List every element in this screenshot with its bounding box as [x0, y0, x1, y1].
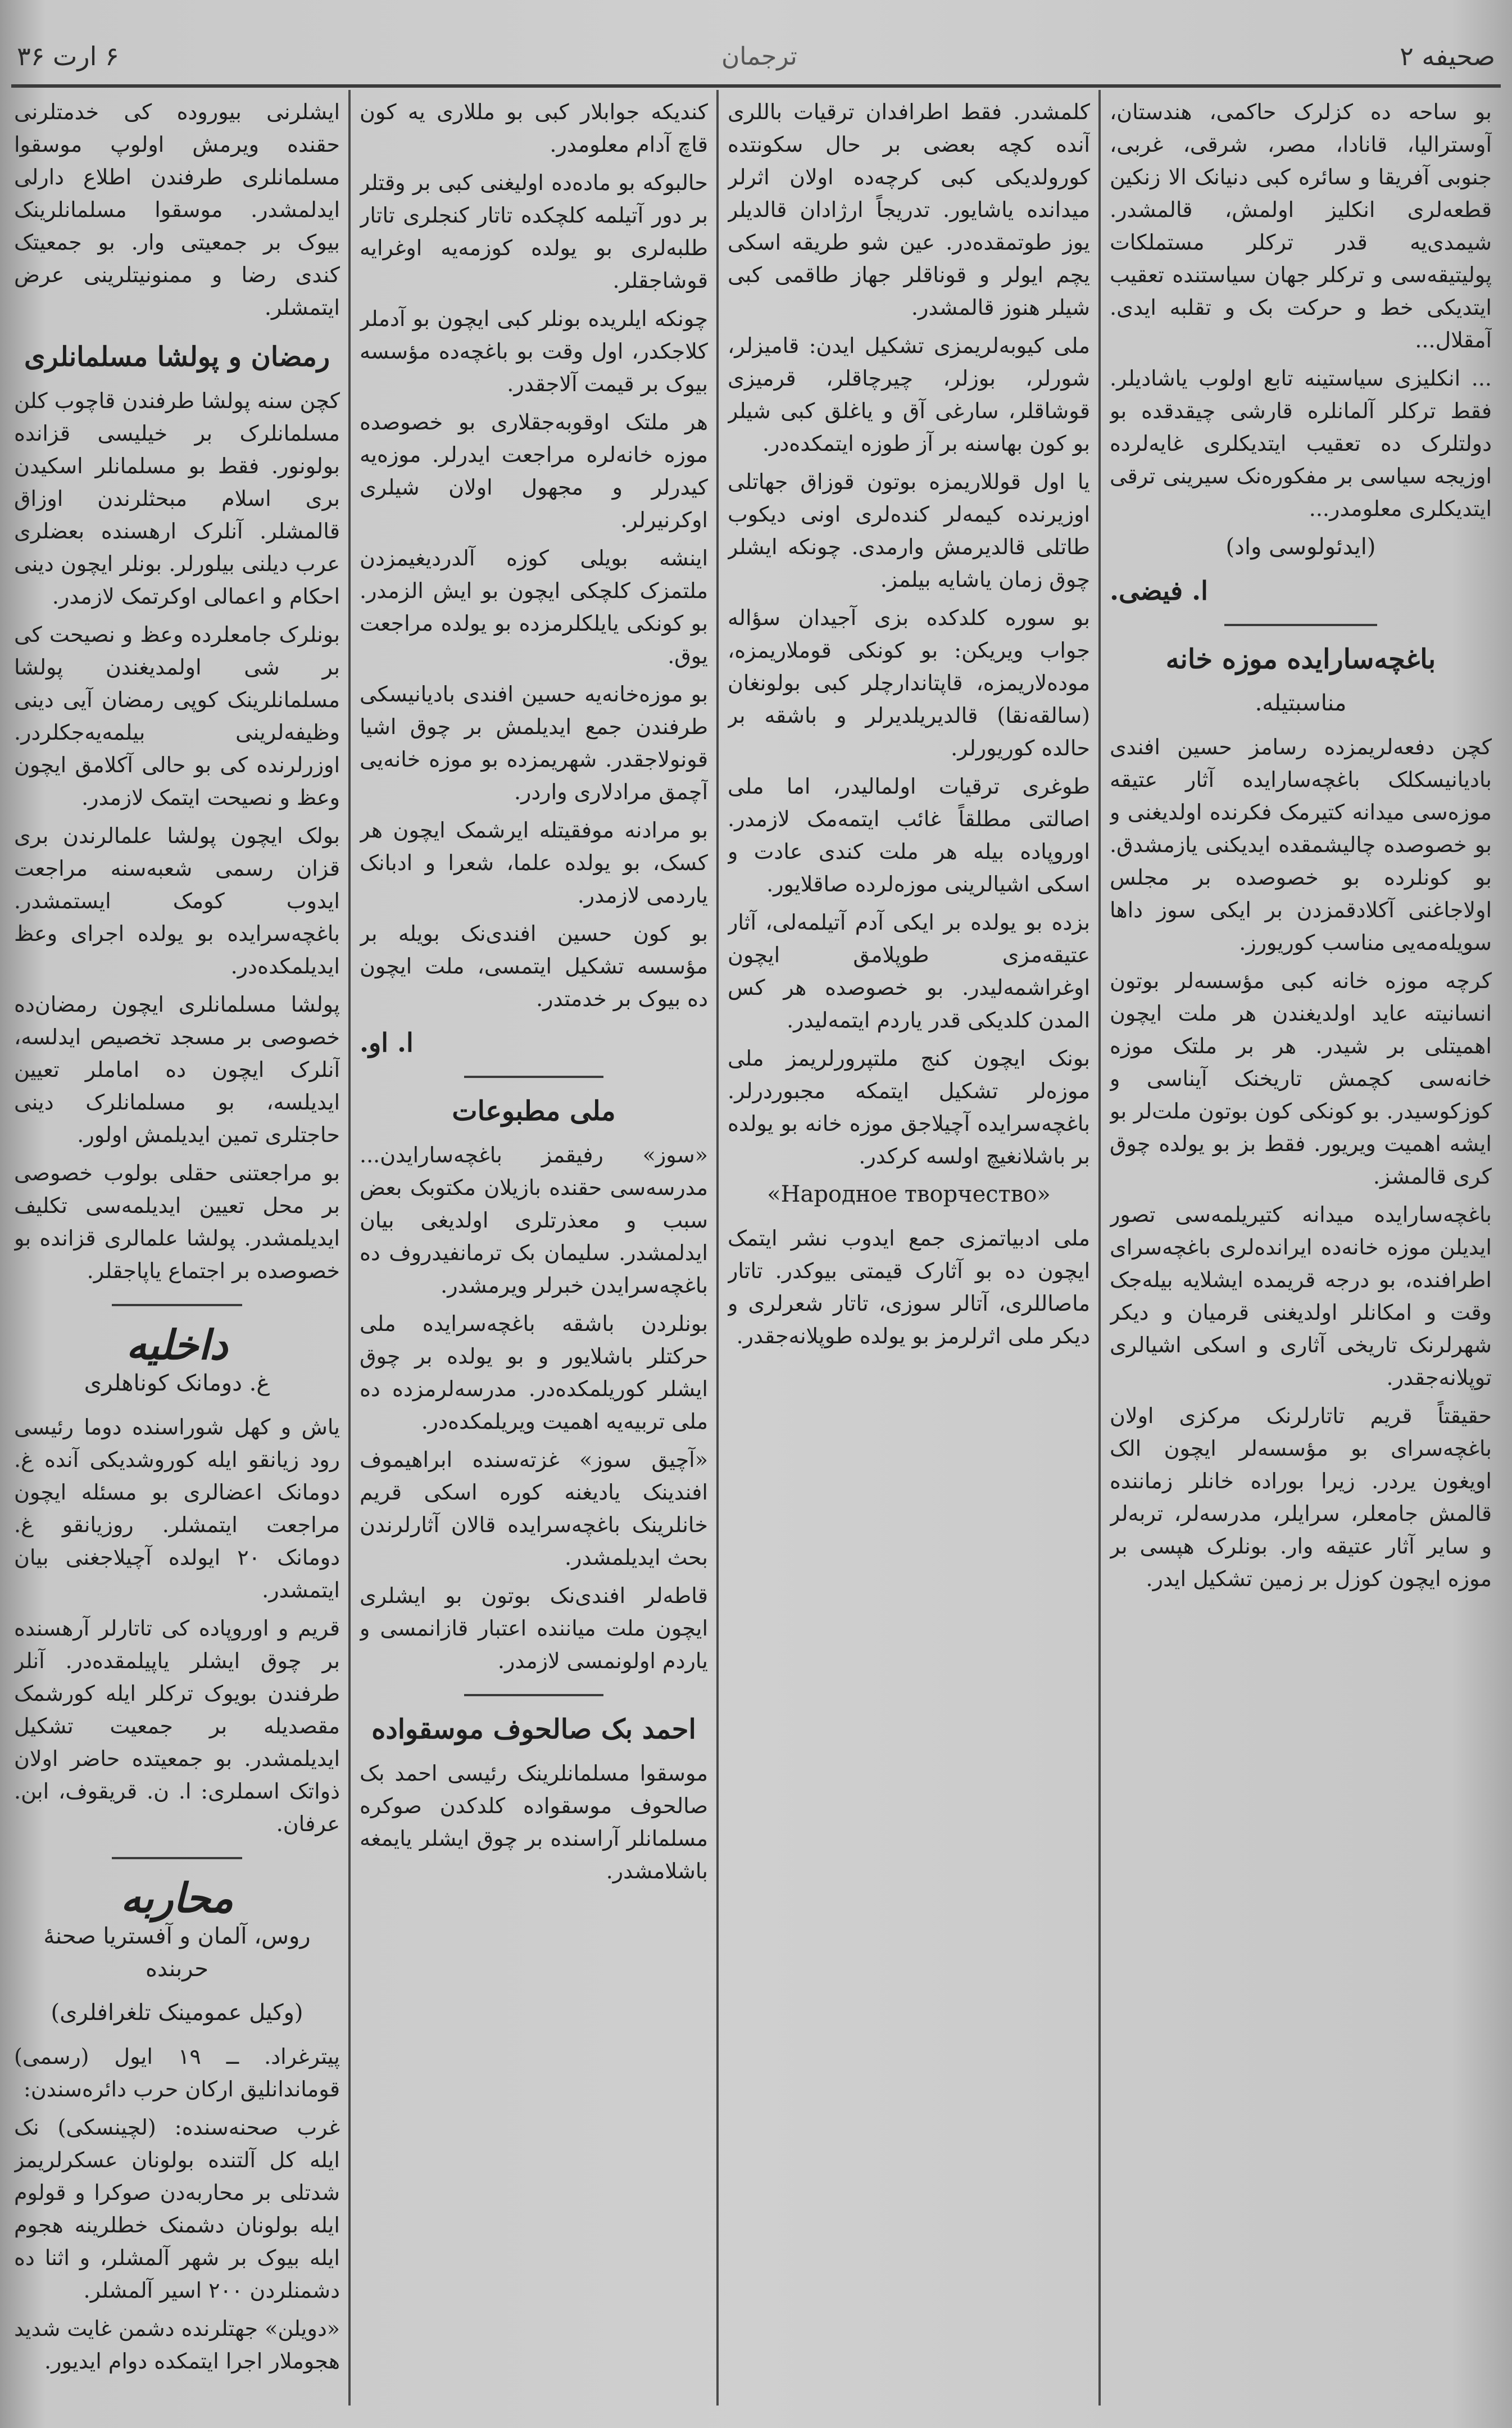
- section-title: ملی مطبوعات: [452, 1095, 616, 1127]
- paragraph: قريم و اوروپاده کی تاتارلر آرهسنده بر چوق ايشلر ياپيلمقده‌در. آنلر طرفندن بويوک ترکلر ايله کورشمک مقصديله بر جمعيت تشکيل ايديلمشدر. بو جمعيتده حاضر اولان ذواتک اسملری: ا. ن. قريقوف، ابن. عرفان.: [14, 1616, 340, 1836]
- paragraph: کلمشدر. فقط اطرافدان ترقيات باللری آنده کچه بعضی بر حال سکونتده کورولديکی کبی کرچه‌ده اولان اثرلر ميدانده ياشايور. تدريجاً ارژادان قالديلر يوز طوتمقده‌در. عين شو طريقه اسکی يچم ايولر و قوناقلر جهاز طاقمی کبی شيلر هنوز قالمشدر.: [728, 99, 1090, 320]
- page-number: صحيفه ۲: [1400, 41, 1495, 71]
- section-title: داخلیه: [126, 1321, 228, 1369]
- issue-date: ۶ ارت ۳۶: [17, 41, 119, 71]
- paragraph: «دويلن» جهتلرنده دشمن غايت شديد هجوملار اجرا ايتمکده دوام ايديور.: [14, 2316, 340, 2373]
- paragraph: ... انکليزی سياستينه تابع اولوب ياشاديلر. فقط ترکلر آلمانلره قارشی چيقدقده بو دولتلرک ده تعقيب ايتديکلری غايه‌لرده اوزيجه سياسی بر مفکوره‌نک سيرينی ترقی ايتديکلری معلومدر...: [1110, 366, 1492, 521]
- paragraph: بزده بو يولده بر ايکی آدم آتيلمه‌لی، آثار عتيقه‌مزی طوپلامق ايچون اوغراشمه‌ليدر. بو خصوصده هر کس المدن کلديکی قدر ياردم ايتمه‌ليدر.: [728, 910, 1090, 1032]
- author-note: (ايدئولوسی واد): [1225, 534, 1376, 560]
- section-title: رمضان و پولشا مسلمانلری: [24, 341, 330, 373]
- paragraph: ايشلرنی بيوروده کی خدمتلرنی حقنده ويرمش اولوپ موسقوا مسلمانلری طرفندن اطلاع دارلی ايدلمشدر. موسقوا مسلمانلرينک بيوک بر جمعيتی وار. بو جمعيتک کندی رضا و ممنونيتلرينی عرض ايتمشلر.: [14, 99, 340, 320]
- column-4: [14, 96, 340, 2406]
- section-divider: [112, 1857, 242, 1859]
- paragraph: قاطه‌لر افندی‌نک بوتون بو ايشلری ايچون ملت مياننده اعتبار قازانمسی و ياردم اولونمسی لازمدر.: [360, 1583, 708, 1673]
- column-2: [728, 96, 1090, 2406]
- paragraph: «آچيق سوز» غزته‌سنده ابراهيموف افندينک ياديغنه کوره اسکی قريم خانلرينک باغچه‌سرايده قالان آثارلرندن بحث ايديلمشدر.: [360, 1447, 708, 1570]
- paragraph: حالبوکه بو ماده‌ده اوليغنی کبی بر وقتلر بر دور آتيلمه کلچکده تاتار کنجلری تاتار طلبه‌لری بو يولده کوزمه‌يه اوغرايه قوشاجقلر.: [360, 170, 708, 293]
- section-note: (وکيل عمومينک تلغرافلری): [51, 2000, 303, 2026]
- paragraph: طوغری ترقيات اولماليدر، اما ملی اصالتی مطلقاً غائب ايتمه‌مک لازمدر. اوروپاده بيله هر ملت کندی عادت و اسکی اشيالرينی موزه‌لرده صاقلايور.: [728, 774, 1090, 896]
- page-header: [17, 31, 1495, 81]
- column-separator: [716, 90, 719, 2406]
- book-title-text: «Народное творчество»: [767, 1181, 1051, 1207]
- paragraph: موسقوا مسلمانلرينک رئيسی احمد بک صالحوف موسقواده کلدکدن صوکره مسلمانلر آراسنده بر چوق ايشلر يايمغه باشلامشدر.: [360, 1761, 708, 1883]
- section-divider: [1224, 624, 1377, 626]
- column-3: [360, 96, 708, 2406]
- paragraph: بونلرک جامعلرده وعظ و نصيحت کی بر شی اولمديغندن پولشا مسلمانلرينک کوپی رمضان آيی دينی وظيفه‌لرينی بيلمه‌يه‌جکلردر. اوزرلرنده کی بو حالی آکلامق ايچون وعظ و نصيحت ايتمک لازمدر.: [14, 622, 340, 810]
- paragraph: «سوز» رفيقمز باغچه‌سارايدن... مدرسه‌سی حقنده بازيلان مکتوبک بعض سبب و معذرتلری اولديغی بيان ايدلمشدر. سليمان بک ترمانفيدروف ده باغچه‌سرايدن خبرلر ويرمشدر.: [360, 1143, 708, 1298]
- section-subtitle: غ. دومانک کوناهلری: [84, 1370, 270, 1396]
- paragraph: کچن سنه پولشا طرفندن قاچوب کلن مسلمانلرک بر خيليسی قزانده بولونور. فقط بو مسلمانلر اسکيدن بری اسلام مبحثلرندن اوزاق قالمشلر. آنلرک ارهسنده بعضلری عرب ديلنی بيلورلر. بونلر ايچون دينی احکام و اعمالی اوکرتمک لازمدر.: [14, 388, 340, 609]
- column-separator: [1098, 90, 1101, 2406]
- signature: ا. او.: [360, 1027, 414, 1058]
- paragraph: پيترغراد. ــ ۱۹ ايول (رسمی) قوماندانليق ارکان حرب دائره‌سندن:: [14, 2044, 340, 2101]
- article-subtitle: مناسبتيله.: [1255, 690, 1347, 716]
- paragraph: حقيقتاً قريم تاتارلرنک مرکزی اولان باغچه‌سرای بو مؤسسه‌لر ايچون الک اويغون يردر. زيرا بوراده خانلر زماننده قالمش جامعلر، سرايلر، مدرسه‌لر، تربه‌لر و ساير آثار عتيقه وار. بونلرک هپسی بر موزه ايچون کوزل بر زمين تشکيل ايدر.: [1110, 1403, 1492, 1591]
- paragraph: بو کون حسين افندی‌نک بويله بر مؤسسه تشکيل ايتمسی، ملت ايچون ده بيوک بر خدمتدر.: [360, 921, 708, 1011]
- paragraph: پولشا مسلمانلری ايچون رمضان‌ده خصوصی بر مسجد تخصيص ايدلسه، آنلرک ايچون ده اماملر تعيين ايديلسه، بو مسلمانلرک دينی حاجتلری تمين ايديلمش اولور.: [14, 992, 340, 1147]
- paragraph: ملی ادبياتمزی جمع ايدوب نشر ايتمک ايچون ده بو آثارک قيمتی بيوکدر. تاتار ماصاللری، آتالر سوزی، تاتار شعرلری و ديکر ملی اثرلرمز بو يولده طوپلانه‌جقدر.: [728, 1226, 1090, 1348]
- paragraph: بو سوره کلدکده بزی آجيدان سؤاله جواب ويريکن: بو کونکی قوملاريمزه، موده‌لاريمزه، قاپتاندارچلر کبی بولونغان (سالقه‌نقا) قالديريلديرلر و باشقه بر حالده کوريورلر.: [728, 605, 1090, 760]
- section-title: احمد بک صالحوف موسقواده: [371, 1714, 696, 1745]
- paragraph: کرچه موزه خانه کبی مؤسسه‌لر بوتون انسانيته عايد اولديغندن هر ملت ايچون اهميتلی بر شيدر. هر بر ملتک موزه خانه‌سی کچمش تاريخنک آيناسی و کوزکوسيدر. بو کونکی کون بوتون ملت‌لر بو ايشه اهميت ويريور. فقط بز بو يولده چوق کری قالمشز.: [1110, 968, 1492, 1189]
- paragraph: کندیکه جوابلار کبی بو مللاری يه کون قاچ آدام معلومدر.: [360, 99, 708, 157]
- section-title: محاربه: [120, 1874, 234, 1922]
- paragraph: چونکه ايلريده بونلر کبی ايچون بو آدملر کلاجکدر، اول وقت بو باغچه‌ده مؤسسه بيوک بر قيمت آلاجقدر.: [360, 306, 708, 396]
- section-divider: [464, 1076, 603, 1078]
- paragraph: هر ملتک اوقوبه‌جقلاری بو خصوصده موزه خانه‌لره مراجعت ايدرلر. موزه‌يه کيدرلر و مجهول اولان شيلری اوکرنيرلر.: [360, 410, 708, 532]
- paragraph: بو مرادنه موفقيتله ايرشمک ايچون هر کسک، بو يولده علما، شعرا و ادبانک ياردمی لازمدر.: [360, 818, 708, 908]
- paragraph: ملی کيوبه‌لريمزی تشکيل ايدن: قاميزلر، شورلر، بوزلر، چيرچاقلر، قرميزی قوشاقلر، سارغی آق و ياغلق کبی شيلر بو کون بهاسنه بر آز طوزه ايتمکده‌در.: [728, 333, 1090, 456]
- book-title: [728, 1178, 1090, 1211]
- paragraph: بولک ايچون پولشا علمالرندن بری قزان رسمی شعبه‌سنه مراجعت ايدوب کومک ايستمشدر. باغچه‌سرايده بو يولده اجرای وعظ ايديلمکده‌در.: [14, 823, 340, 979]
- paragraph: يا اول قوللاريمزه بوتون قوزاق جهاتلی اوزيرنده کيمه‌لر کنده‌لری اونی ديکوب طاتلی قالديرمش وارمدی. چونکه ايشلر چوق زمان ياشايه بيلمز.: [728, 469, 1090, 592]
- newspaper-name: ترجمان: [721, 42, 797, 71]
- paragraph: بونک ايچون کنج ملتپرورلريمز ملی موزه‌لر تشکيل ايتمکه مجبوردرلر. باغچه‌سرايده آچيلاجق موزه خانه بو يولده بر باشلانغيچ اولسه کرکدر.: [728, 1046, 1090, 1168]
- paragraph: بو ساحه ده کزلرک حاکمی، هندستان، آوستراليا، قانادا، مصر، شرقی، غربی، جنوبی آفريقا و سائره کبی دنيانک الا زنکين قطعه‌لری انکليز اولمش، قالمشدر. شيمدی‌يه قدر ترکلر مستملکات پوليتيقه‌سی و ترکلر جهان سياستنده تعقيب ايتديکی خط و حرکت بک و تقلبه ايدی. آمقلال...: [1110, 99, 1492, 352]
- column-1: [1110, 96, 1492, 2406]
- section-divider: [112, 1304, 242, 1306]
- section-divider: [464, 1694, 603, 1696]
- paragraph: ياش و کهل شوراسنده دوما رئيسی رود زيانقو ايله کوروشديکی آنده غ. دومانک اعضالری بو مسئله ايچون مراجعت ايتمشلر. روزيانقو غ. دومانک ۲۰ ايولده آچيلاجغنی بيان ايتمشدر.: [14, 1415, 340, 1602]
- signature: ا. فيضی.: [1110, 576, 1208, 606]
- paragraph: غرب صحنه‌سنده: (لچينسکی) نک ايله کل آلتنده بولونان عسکرلريمز شدتلی بر محاربه‌دن صوکرا و قولوم ايله بولونان دشمنک خطلرينه هجوم ايله بيوک بر شهر آلمشلر، و اثنا ده دشمنلردن ۲۰۰ اسير آلمشلر.: [14, 2115, 340, 2303]
- paragraph: باغچه‌سارايده ميدانه کتيريلمه‌سی تصور ايديلن موزه خانه‌ده ايرانده‌لری باغچه‌سرای اطرافنده، بو درجه قريمده ايشلايه بيله‌جک وقت و امکانلر اولديغنی قرميان و ديکر شهرلرنک تاريخی آثاری و اسکی اشيالری توپلانه‌جقدر.: [1110, 1202, 1492, 1390]
- paragraph: اينشه بويلی کوزه آلدرديغيمزدن ملتمزک کلچکی ايچون بو ايش الزمدر. بو کونکی يايلکلرمزده بو يولده مراجعت يوق.: [360, 546, 708, 668]
- paragraph: بو موزه‌خانه‌يه حسين افندی باديانيسکی طرفندن جمع ايديلمش بر چوق اشيا قونولاجقدر. شهريمزده بو موزه خانه‌يی آچمق مرادلاری واردر.: [360, 682, 708, 804]
- section-subtitle: روس، آلمان و آفستريا صحنهٔ حربنده: [43, 1923, 311, 1982]
- column-separator: [348, 90, 351, 2406]
- paragraph: بو مراجعتنی حقلی بولوب خصوصی بر محل تعيين ايديلمه‌سی تکليف ايديلمشدر. پولشا علمالری قزانده بو خصوصده بر اجتماع ياپاجقلر.: [14, 1161, 340, 1283]
- article-title: باغچه‌سارايده موزه خانه: [1165, 644, 1436, 675]
- header-rule: [11, 84, 1501, 88]
- paragraph: بونلردن باشقه باغچه‌سرايده ملی حرکتلر باشلايور و بو يولده بر چوق ايشلر کوريلمکده‌در. مدرسه‌لرمزده ده ملی تربيه‌يه اهميت ويريلمکده‌در.: [360, 1311, 708, 1434]
- paragraph: کچن دفعه‌لريمزده رسامز حسين افندی باديانيسکلک باغچه‌سارايده آثار عتيقه موزه‌سی ميدانه کتيرمک فکرنده اولديغنی و بو خصوصده چاليشمقده ايديکنی يازمشدق. بو کونلرده بو خصوصده بر مجلس اولاجاغنی آکلادقمزدن بر ايکی سوز داها سويله‌مه‌يی مناسب کوريورز.: [1110, 735, 1492, 955]
